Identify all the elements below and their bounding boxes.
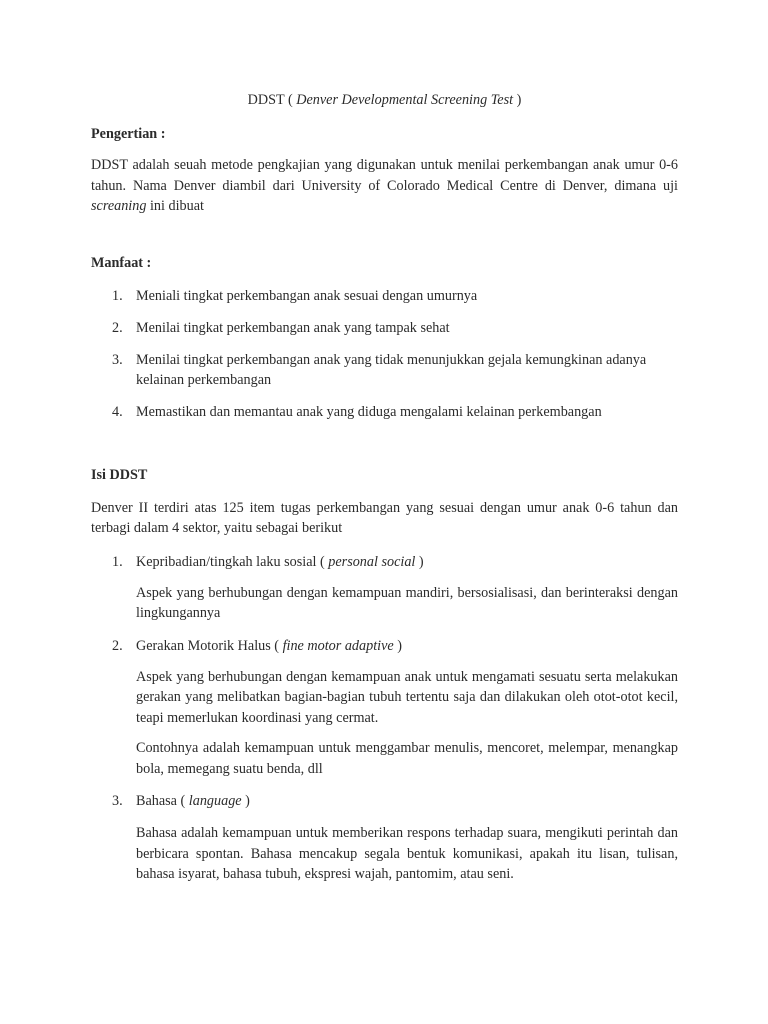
isi-list	[91, 636, 678, 656]
pengertian-text-italic: screaning	[91, 198, 147, 214]
manfaat-item-number: 4.	[112, 403, 123, 420]
manfaat-item-text: Menilai tingkat perkembangan anak yang tidak menunjukkan gejala kemungkinan adanya kelainan perkembangan	[136, 351, 647, 388]
manfaat-item-number: 2.	[112, 319, 123, 336]
document-title	[91, 90, 678, 110]
pengertian-text-a: DDST adalah seuah metode pengkajian yang digunakan untuk menilai perkembangan anak umur 0-6 tahun. Nama Denver diambil dari University of Colorado Medical Centre di Denver, dimana uji	[91, 157, 678, 194]
isi-heading: Isi DDST	[91, 466, 148, 483]
manfaat-item-text: Meniali tingkat perkembangan anak sesuai dengan umurnya	[136, 287, 478, 304]
pengertian-paragraph	[91, 155, 678, 217]
isi-item	[91, 552, 678, 572]
manfaat-list	[91, 286, 678, 422]
document-page	[91, 90, 678, 885]
isi-item-label-italic: personal social	[328, 553, 416, 570]
isi-item-label-end: )	[415, 553, 424, 570]
isi-item-paragraph: Bahasa adalah kemampuan untuk memberikan respons terhadap suara, mengikuti perintah dan berbicara spontan. Bahasa mencakup segala bentuk komunikasi, apakah itu lisan, tulisan, bahasa isyarat, bahasa tubuh, ekspresi wajah, pantomim, atau seni.	[136, 825, 678, 882]
isi-item-label-end: )	[241, 793, 250, 809]
manfaat-item	[91, 350, 678, 390]
isi-item-label: Gerakan Motorik Halus (	[136, 637, 283, 654]
title-suffix: )	[513, 92, 522, 108]
manfaat-item	[91, 286, 678, 306]
manfaat-item-text: Memastikan dan memantau anak yang diduga mengalami kelainan perkembangan	[136, 403, 602, 420]
title-prefix: DDST (	[247, 92, 297, 108]
pengertian-text-b: ini dibuat	[146, 198, 204, 214]
isi-item-label-italic: fine motor adaptive	[282, 637, 394, 654]
isi-item-number: 2.	[112, 637, 123, 654]
isi-item-label-italic: language	[188, 793, 242, 809]
isi-item-label-end: )	[393, 637, 402, 654]
isi-item-paragraph: Aspek yang berhubungan dengan kemampuan anak untuk mengamati sesuatu serta melakukan gerakan yang melibatkan bagian-bagian tubuh tertentu saja dan dilakukan oleh otot-otot kecil, teapi memerlukan koordinasi yang cermat.	[136, 668, 678, 726]
isi-item-label: Kepribadian/tingkah laku sosial (	[136, 553, 329, 570]
manfaat-item	[91, 402, 678, 422]
manfaat-item-number: 1.	[112, 287, 123, 304]
manfaat-item-text: Menilai tingkat perkembangan anak yang tampak sehat	[136, 319, 450, 336]
title-italic: Denver Developmental Screening Test	[296, 92, 514, 108]
isi-item-number: 1.	[112, 553, 123, 570]
pengertian-heading: Pengertian :	[91, 126, 166, 142]
manfaat-heading: Manfaat :	[91, 254, 152, 271]
isi-intro: Denver II terdiri atas 125 item tugas perkembangan yang sesuai dengan umur anak 0-6 tahun dan terbagi dalam 4 sektor, yaitu sebagai berikut	[91, 499, 678, 536]
isi-list	[91, 791, 678, 811]
isi-item-label: Bahasa (	[136, 793, 189, 809]
manfaat-item-number: 3.	[112, 351, 123, 368]
isi-item	[91, 791, 678, 811]
isi-item-paragraph: Contohnya adalah kemampuan untuk menggambar menulis, mencoret, melempar, menangkap bola, memegang suatu benda, dll	[136, 740, 678, 777]
isi-item-number: 3.	[112, 793, 123, 809]
isi-list	[91, 552, 678, 572]
isi-item-paragraph: Aspek yang berhubungan dengan kemampuan mandiri, bersosialisasi, dan berinteraksi dengan lingkungannya	[136, 584, 678, 621]
isi-item	[91, 636, 678, 656]
manfaat-item	[91, 318, 678, 338]
